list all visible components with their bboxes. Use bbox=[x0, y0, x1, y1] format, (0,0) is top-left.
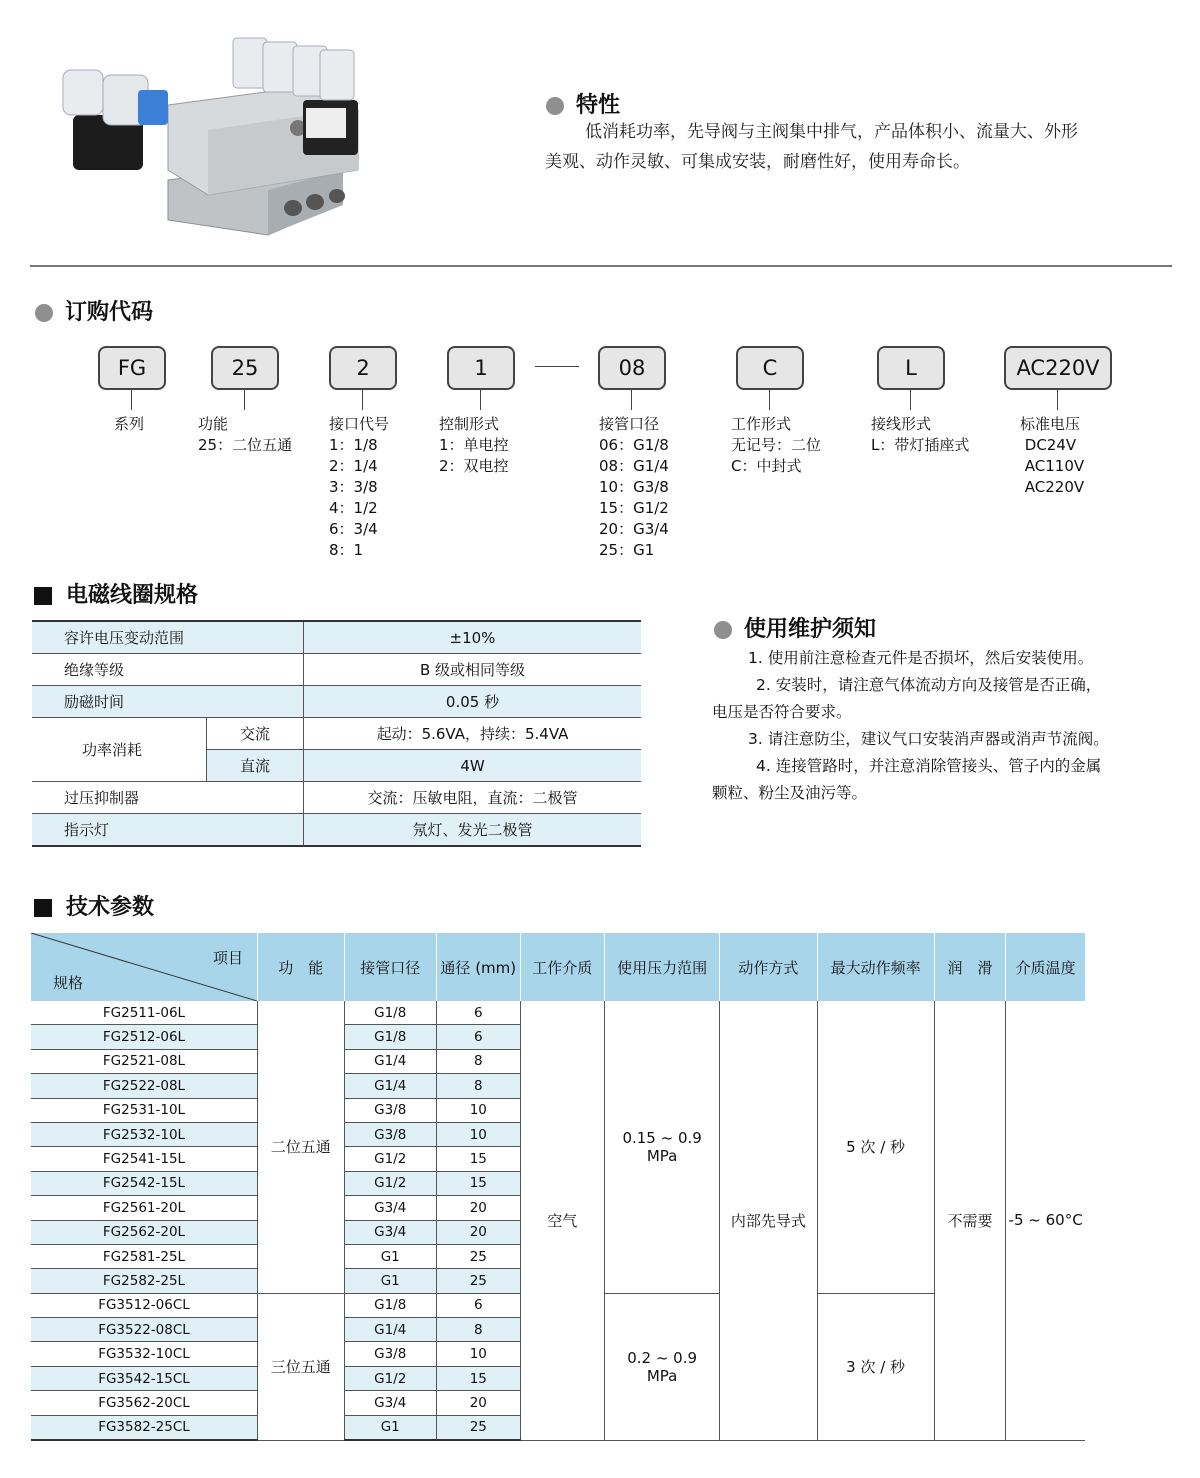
cell-port: G1 bbox=[344, 1415, 436, 1440]
header-diagonal-cell bbox=[31, 933, 258, 1001]
tech-heading bbox=[34, 890, 154, 921]
cell-sublabel: 交流 bbox=[207, 718, 304, 750]
header-function: 功 能 bbox=[258, 933, 345, 1001]
cell-model: FG2561-20L bbox=[31, 1196, 258, 1220]
cell-port: G1/4 bbox=[344, 1074, 436, 1098]
code-dash bbox=[535, 366, 579, 367]
header-pressure: 使用压力范围 bbox=[604, 933, 719, 1001]
coil-spec-title: 电磁线圈规格 bbox=[66, 583, 199, 608]
cell-bore: 25 bbox=[436, 1269, 520, 1293]
pressure-unit: MPa bbox=[646, 1366, 678, 1385]
cell-value: ±10% bbox=[304, 621, 642, 654]
cell-bore: 15 bbox=[436, 1147, 520, 1171]
bullet-icon bbox=[546, 97, 564, 115]
cell-port: G1 bbox=[344, 1244, 436, 1268]
pressure-range: 0.15 ~ 0.9 bbox=[622, 1128, 702, 1147]
coil-spec-heading bbox=[34, 578, 198, 609]
maintenance-line: 颗粒、粉尘及油污等。 bbox=[712, 784, 868, 802]
connector-line bbox=[769, 390, 770, 410]
cell-bore: 25 bbox=[436, 1244, 520, 1268]
cell-model: FG2581-25L bbox=[31, 1244, 258, 1268]
cell-port: G3/4 bbox=[344, 1196, 436, 1220]
connector-line bbox=[1057, 390, 1058, 410]
desc-wiring: 接线形式 L：带灯插座式 bbox=[871, 415, 970, 454]
cell-bore: 8 bbox=[436, 1049, 520, 1073]
desc-work: 工作形式 无记号：二位 C：中封式 bbox=[731, 415, 822, 475]
cell-port: G1/8 bbox=[344, 1001, 436, 1025]
cell-port: G3/4 bbox=[344, 1391, 436, 1415]
table-row bbox=[32, 782, 641, 814]
cell-lube: 不需要 bbox=[934, 1001, 1006, 1440]
desc-voltage: 标准电压 DC24V AC110V AC220V bbox=[1020, 415, 1085, 496]
cell-port: G3/8 bbox=[344, 1098, 436, 1122]
tech-title: 技术参数 bbox=[66, 895, 155, 920]
maintenance-line: 电压是否符合要求。 bbox=[712, 703, 852, 721]
cell-model: FG2582-25L bbox=[31, 1269, 258, 1293]
header-medium: 工作介质 bbox=[520, 933, 604, 1001]
header-spec: 规格 bbox=[53, 974, 84, 992]
bullet-icon bbox=[35, 304, 53, 322]
cell-bore: 20 bbox=[436, 1196, 520, 1220]
cell-bore: 10 bbox=[436, 1098, 520, 1122]
cell-sublabel: 直流 bbox=[207, 750, 304, 782]
cell-bore: 8 bbox=[436, 1318, 520, 1342]
cell-bore: 20 bbox=[436, 1220, 520, 1244]
maintenance-line: 3. 请注意防尘，建议气口安装消声器或消声节流阀。 bbox=[748, 730, 1109, 748]
cell-label: 过压抑制器 bbox=[32, 782, 304, 814]
cell-port: G1/4 bbox=[344, 1049, 436, 1073]
table-row bbox=[32, 814, 641, 847]
connector-line bbox=[631, 390, 632, 410]
header-action: 动作方式 bbox=[720, 933, 817, 1001]
order-code-heading bbox=[35, 295, 153, 326]
table-row bbox=[32, 718, 641, 750]
header-bore: 通径 (mm) bbox=[436, 933, 520, 1001]
cell-bore: 6 bbox=[436, 1293, 520, 1317]
cell-bore: 15 bbox=[436, 1366, 520, 1390]
cell-port: G3/8 bbox=[344, 1122, 436, 1146]
cell-model: FG2511-06L bbox=[31, 1001, 258, 1025]
code-box-voltage: AC220V bbox=[1004, 346, 1112, 390]
connector-line bbox=[131, 390, 132, 410]
pressure-unit: MPa bbox=[646, 1146, 678, 1165]
cell-value: 起动：5.6VA，持续：5.4VA bbox=[304, 718, 642, 750]
desc-function: 功能 25：二位五通 bbox=[198, 415, 293, 454]
cell-model: FG2562-20L bbox=[31, 1220, 258, 1244]
cell-model: FG3562-20CL bbox=[31, 1391, 258, 1415]
features-text bbox=[545, 117, 1175, 177]
cell-value: 交流：压敏电阻，直流：二极管 bbox=[304, 782, 642, 814]
cell-bore: 6 bbox=[436, 1001, 520, 1025]
bullet-icon bbox=[714, 621, 732, 639]
cell-model: FG3582-25CL bbox=[31, 1415, 258, 1440]
cell-port: G1/2 bbox=[344, 1366, 436, 1390]
desc-port: 接口代号 1：1/8 2：1/4 3：3/8 4：1/2 6：3/4 8：1 bbox=[329, 415, 390, 559]
cell-port: G1/2 bbox=[344, 1171, 436, 1195]
cell-value: 4W bbox=[304, 750, 642, 782]
cell-label: 绝缘等级 bbox=[32, 654, 304, 686]
cell-model: FG3542-15CL bbox=[31, 1366, 258, 1390]
cell-value: B 级或相同等级 bbox=[304, 654, 642, 686]
cell-model: FG2522-08L bbox=[31, 1074, 258, 1098]
maintenance-text bbox=[712, 645, 1182, 807]
cell-temp: -5 ~ 60°C bbox=[1006, 1001, 1085, 1440]
order-code-title: 订购代码 bbox=[65, 300, 154, 325]
cell-model: FG2521-08L bbox=[31, 1049, 258, 1073]
cell-value: 氖灯、发光二极管 bbox=[304, 814, 642, 847]
cell-bore: 20 bbox=[436, 1391, 520, 1415]
cell-pressure bbox=[604, 1293, 719, 1440]
desc-control: 控制形式 1：单电控 2：双电控 bbox=[439, 415, 509, 475]
cell-label: 励磁时间 bbox=[32, 686, 304, 718]
code-box-control: 1 bbox=[447, 346, 515, 390]
cell-model: FG3512-06CL bbox=[31, 1293, 258, 1317]
coil-spec-table bbox=[32, 620, 641, 847]
cell-freq: 3 次 / 秒 bbox=[817, 1293, 934, 1440]
features-title: 特性 bbox=[576, 93, 621, 118]
code-box-work: C bbox=[736, 346, 804, 390]
header-temp: 介质温度 bbox=[1006, 933, 1085, 1001]
cell-freq: 5 次 / 秒 bbox=[817, 1001, 934, 1293]
features-line-2: 美观、动作灵敏、可集成安装，耐磨性好，使用寿命长。 bbox=[545, 152, 970, 172]
cell-pressure bbox=[604, 1001, 719, 1293]
desc-pipe: 接管口径 06：G1/8 08：G1/4 10：G3/8 15：G1/2 20：G3/4 25：G1 bbox=[599, 415, 669, 559]
table-header-row bbox=[31, 933, 1085, 1001]
cell-port: G1/8 bbox=[344, 1293, 436, 1317]
cell-bore: 15 bbox=[436, 1171, 520, 1195]
cell-bore: 8 bbox=[436, 1074, 520, 1098]
cell-port: G3/8 bbox=[344, 1342, 436, 1366]
code-box-port: 2 bbox=[329, 346, 397, 390]
maintenance-line: 2. 安装时，请注意气体流动方向及接管是否正确， bbox=[756, 676, 1102, 694]
features-line-1: 低消耗功率，先导阀与主阀集中排气，产品体积小、流量大、外形 bbox=[585, 122, 1078, 142]
header-port: 接管口径 bbox=[344, 933, 436, 1001]
connector-line bbox=[480, 390, 481, 410]
desc-series: 系列 bbox=[114, 415, 145, 433]
divider bbox=[30, 265, 1172, 267]
table-row bbox=[32, 654, 641, 686]
table-row bbox=[32, 621, 641, 654]
cell-bore: 10 bbox=[436, 1342, 520, 1366]
tech-table bbox=[31, 933, 1085, 1441]
maintenance-line: 4. 连接管路时，并注意消除管接头、管子内的金属 bbox=[756, 757, 1102, 775]
cell-function: 二位五通 bbox=[258, 1001, 345, 1293]
cell-bore: 6 bbox=[436, 1025, 520, 1049]
cell-model: FG2532-10L bbox=[31, 1122, 258, 1146]
connector-line bbox=[910, 390, 911, 410]
square-bullet-icon bbox=[34, 587, 52, 605]
header-item: 项目 bbox=[212, 949, 243, 967]
cell-model: FG3522-08CL bbox=[31, 1318, 258, 1342]
maintenance-heading bbox=[714, 612, 876, 643]
cell-medium: 空气 bbox=[520, 1001, 604, 1440]
code-box-wiring: L bbox=[877, 346, 945, 390]
table-row bbox=[32, 686, 641, 718]
cell-port: G1 bbox=[344, 1269, 436, 1293]
maintenance-line: 1. 使用前注意检查元件是否损坏，然后安装使用。 bbox=[748, 649, 1094, 667]
cell-value: 0.05 秒 bbox=[304, 686, 642, 718]
pressure-range: 0.2 ~ 0.9 bbox=[627, 1348, 698, 1367]
header-lube: 润 滑 bbox=[934, 933, 1006, 1001]
maintenance-title: 使用维护须知 bbox=[744, 617, 877, 642]
code-box-function: 25 bbox=[211, 346, 279, 390]
cell-label: 容许电压变动范围 bbox=[32, 621, 304, 654]
connector-line bbox=[244, 390, 245, 410]
cell-port: G1/2 bbox=[344, 1147, 436, 1171]
square-bullet-icon bbox=[34, 899, 52, 917]
cell-label: 功率消耗 bbox=[32, 718, 207, 782]
cell-model: FG2542-15L bbox=[31, 1171, 258, 1195]
code-box-series: FG bbox=[98, 346, 166, 390]
product-photo bbox=[58, 30, 384, 238]
cell-port: G1/8 bbox=[344, 1025, 436, 1049]
cell-port: G1/4 bbox=[344, 1318, 436, 1342]
header-freq: 最大动作频率 bbox=[817, 933, 934, 1001]
features-heading bbox=[546, 88, 620, 119]
code-box-pipe: 08 bbox=[598, 346, 666, 390]
cell-bore: 10 bbox=[436, 1122, 520, 1146]
cell-bore: 25 bbox=[436, 1415, 520, 1440]
cell-model: FG2541-15L bbox=[31, 1147, 258, 1171]
cell-model: FG3532-10CL bbox=[31, 1342, 258, 1366]
cell-label: 指示灯 bbox=[32, 814, 304, 847]
cell-port: G3/4 bbox=[344, 1220, 436, 1244]
cell-function: 三位五通 bbox=[258, 1293, 345, 1440]
cell-model: FG2512-06L bbox=[31, 1025, 258, 1049]
cell-model: FG2531-10L bbox=[31, 1098, 258, 1122]
table-row bbox=[31, 1001, 1085, 1025]
cell-action: 内部先导式 bbox=[720, 1001, 817, 1440]
connector-line bbox=[362, 390, 363, 410]
